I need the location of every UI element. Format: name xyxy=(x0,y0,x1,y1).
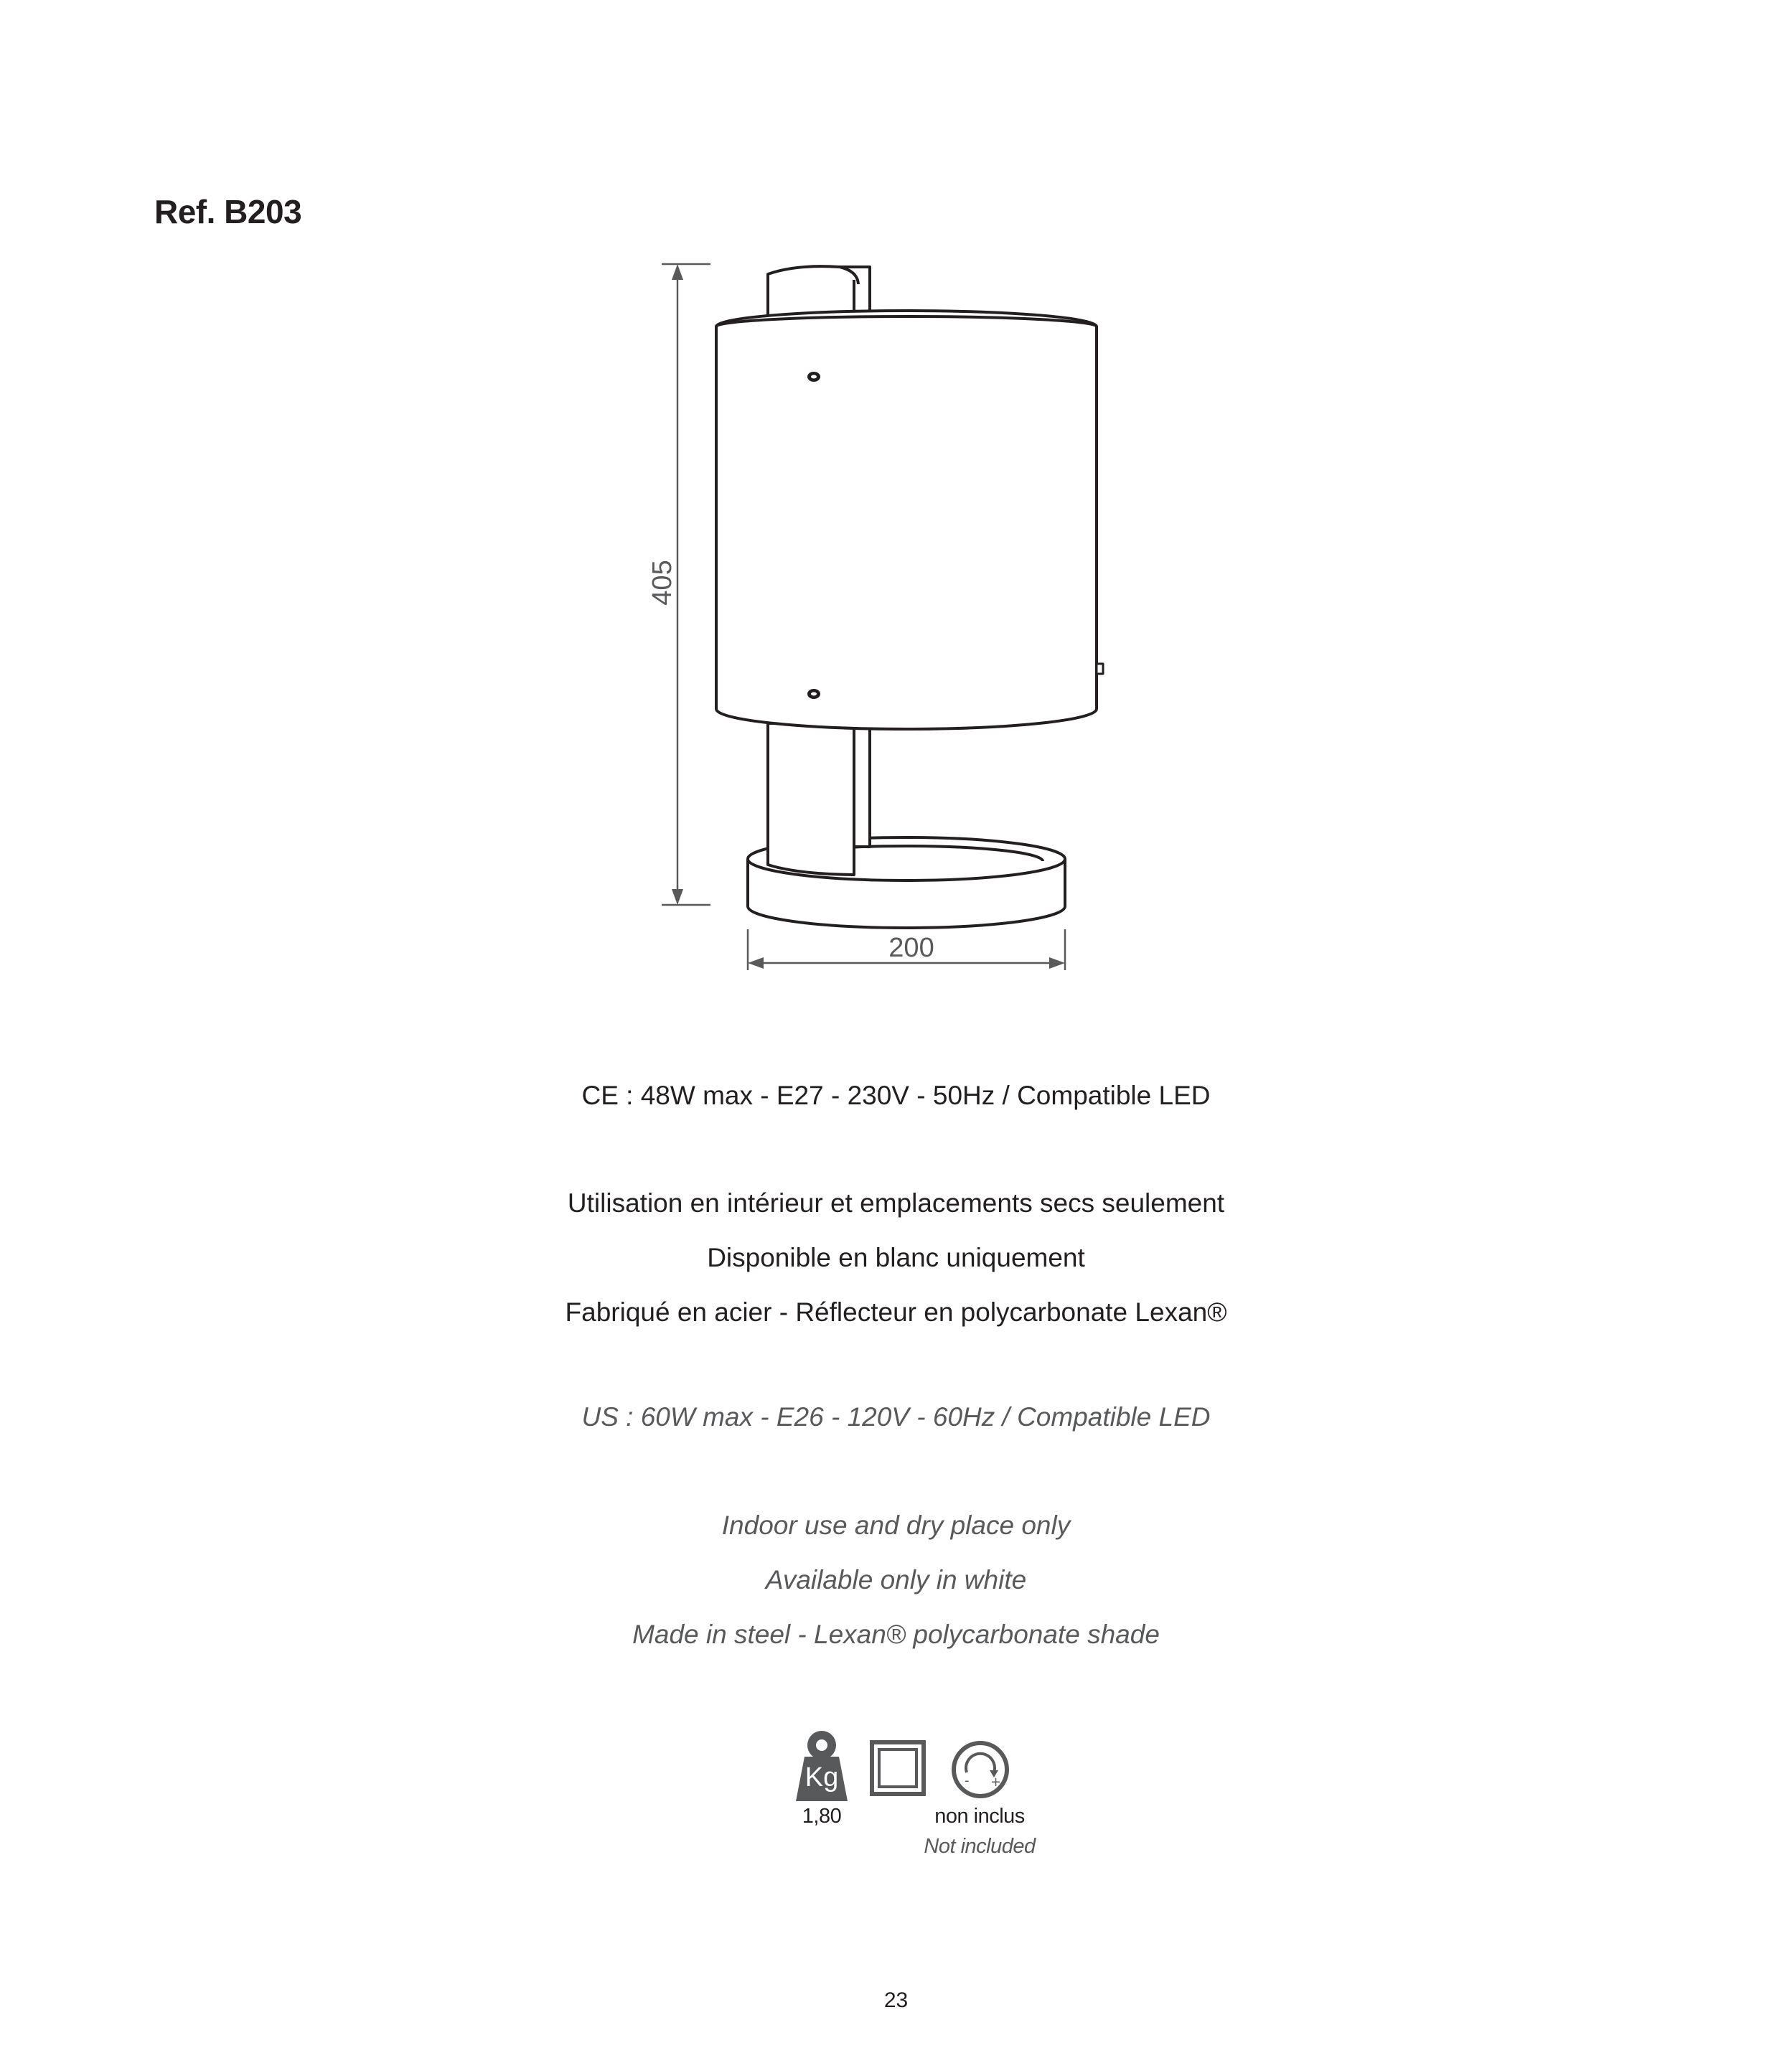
lamp-stem-lower xyxy=(768,723,854,875)
lamp-technical-drawing xyxy=(0,0,1792,1005)
spec-fr-line-3: Fabriqué en acier - Réflecteur en polycarbonate Lexan® xyxy=(565,1297,1227,1327)
weight-symbol: Kg xyxy=(804,1762,839,1793)
spec-fr-line-2: Disponible en blanc uniquement xyxy=(707,1243,1085,1272)
square-frame-icon xyxy=(870,1740,926,1796)
arrow-up-icon xyxy=(672,264,683,280)
spec-en-line-3: Made in steel - Lexan® polycarbonate shade xyxy=(632,1620,1160,1649)
lamp-shade xyxy=(716,311,1097,729)
svg-text:-: - xyxy=(965,1773,970,1788)
spec-en-line-2: Available only in white xyxy=(765,1565,1027,1594)
height-label: 405 xyxy=(647,560,677,606)
arrow-left-icon xyxy=(748,957,764,969)
page-number: 23 xyxy=(883,1988,909,2012)
dimmer-icon xyxy=(951,1740,1010,1799)
spec-ce: CE : 48W max - E27 - 230V - 50Hz / Compatible LED xyxy=(581,1081,1211,1110)
svg-text:+: + xyxy=(990,1775,1002,1790)
spec-us: US : 60W max - E26 - 120V - 60Hz / Compatible LED xyxy=(581,1402,1211,1432)
arrow-down-icon xyxy=(672,889,683,905)
product-ref-title: Ref. B203 xyxy=(154,193,302,230)
weight-icon xyxy=(793,1729,850,1808)
arrow-right-icon xyxy=(1049,957,1065,969)
spec-en-line-1: Indoor use and dry place only xyxy=(721,1511,1071,1540)
spec-fr-line-1: Utilisation en intérieur et emplacements secs seulement xyxy=(567,1188,1225,1218)
dimmer-caption-en: Not included xyxy=(924,1835,1036,1858)
width-label: 200 xyxy=(888,933,934,963)
weight-value: 1,80 xyxy=(802,1805,842,1828)
dimmer-caption-fr: non inclus xyxy=(934,1805,1025,1828)
